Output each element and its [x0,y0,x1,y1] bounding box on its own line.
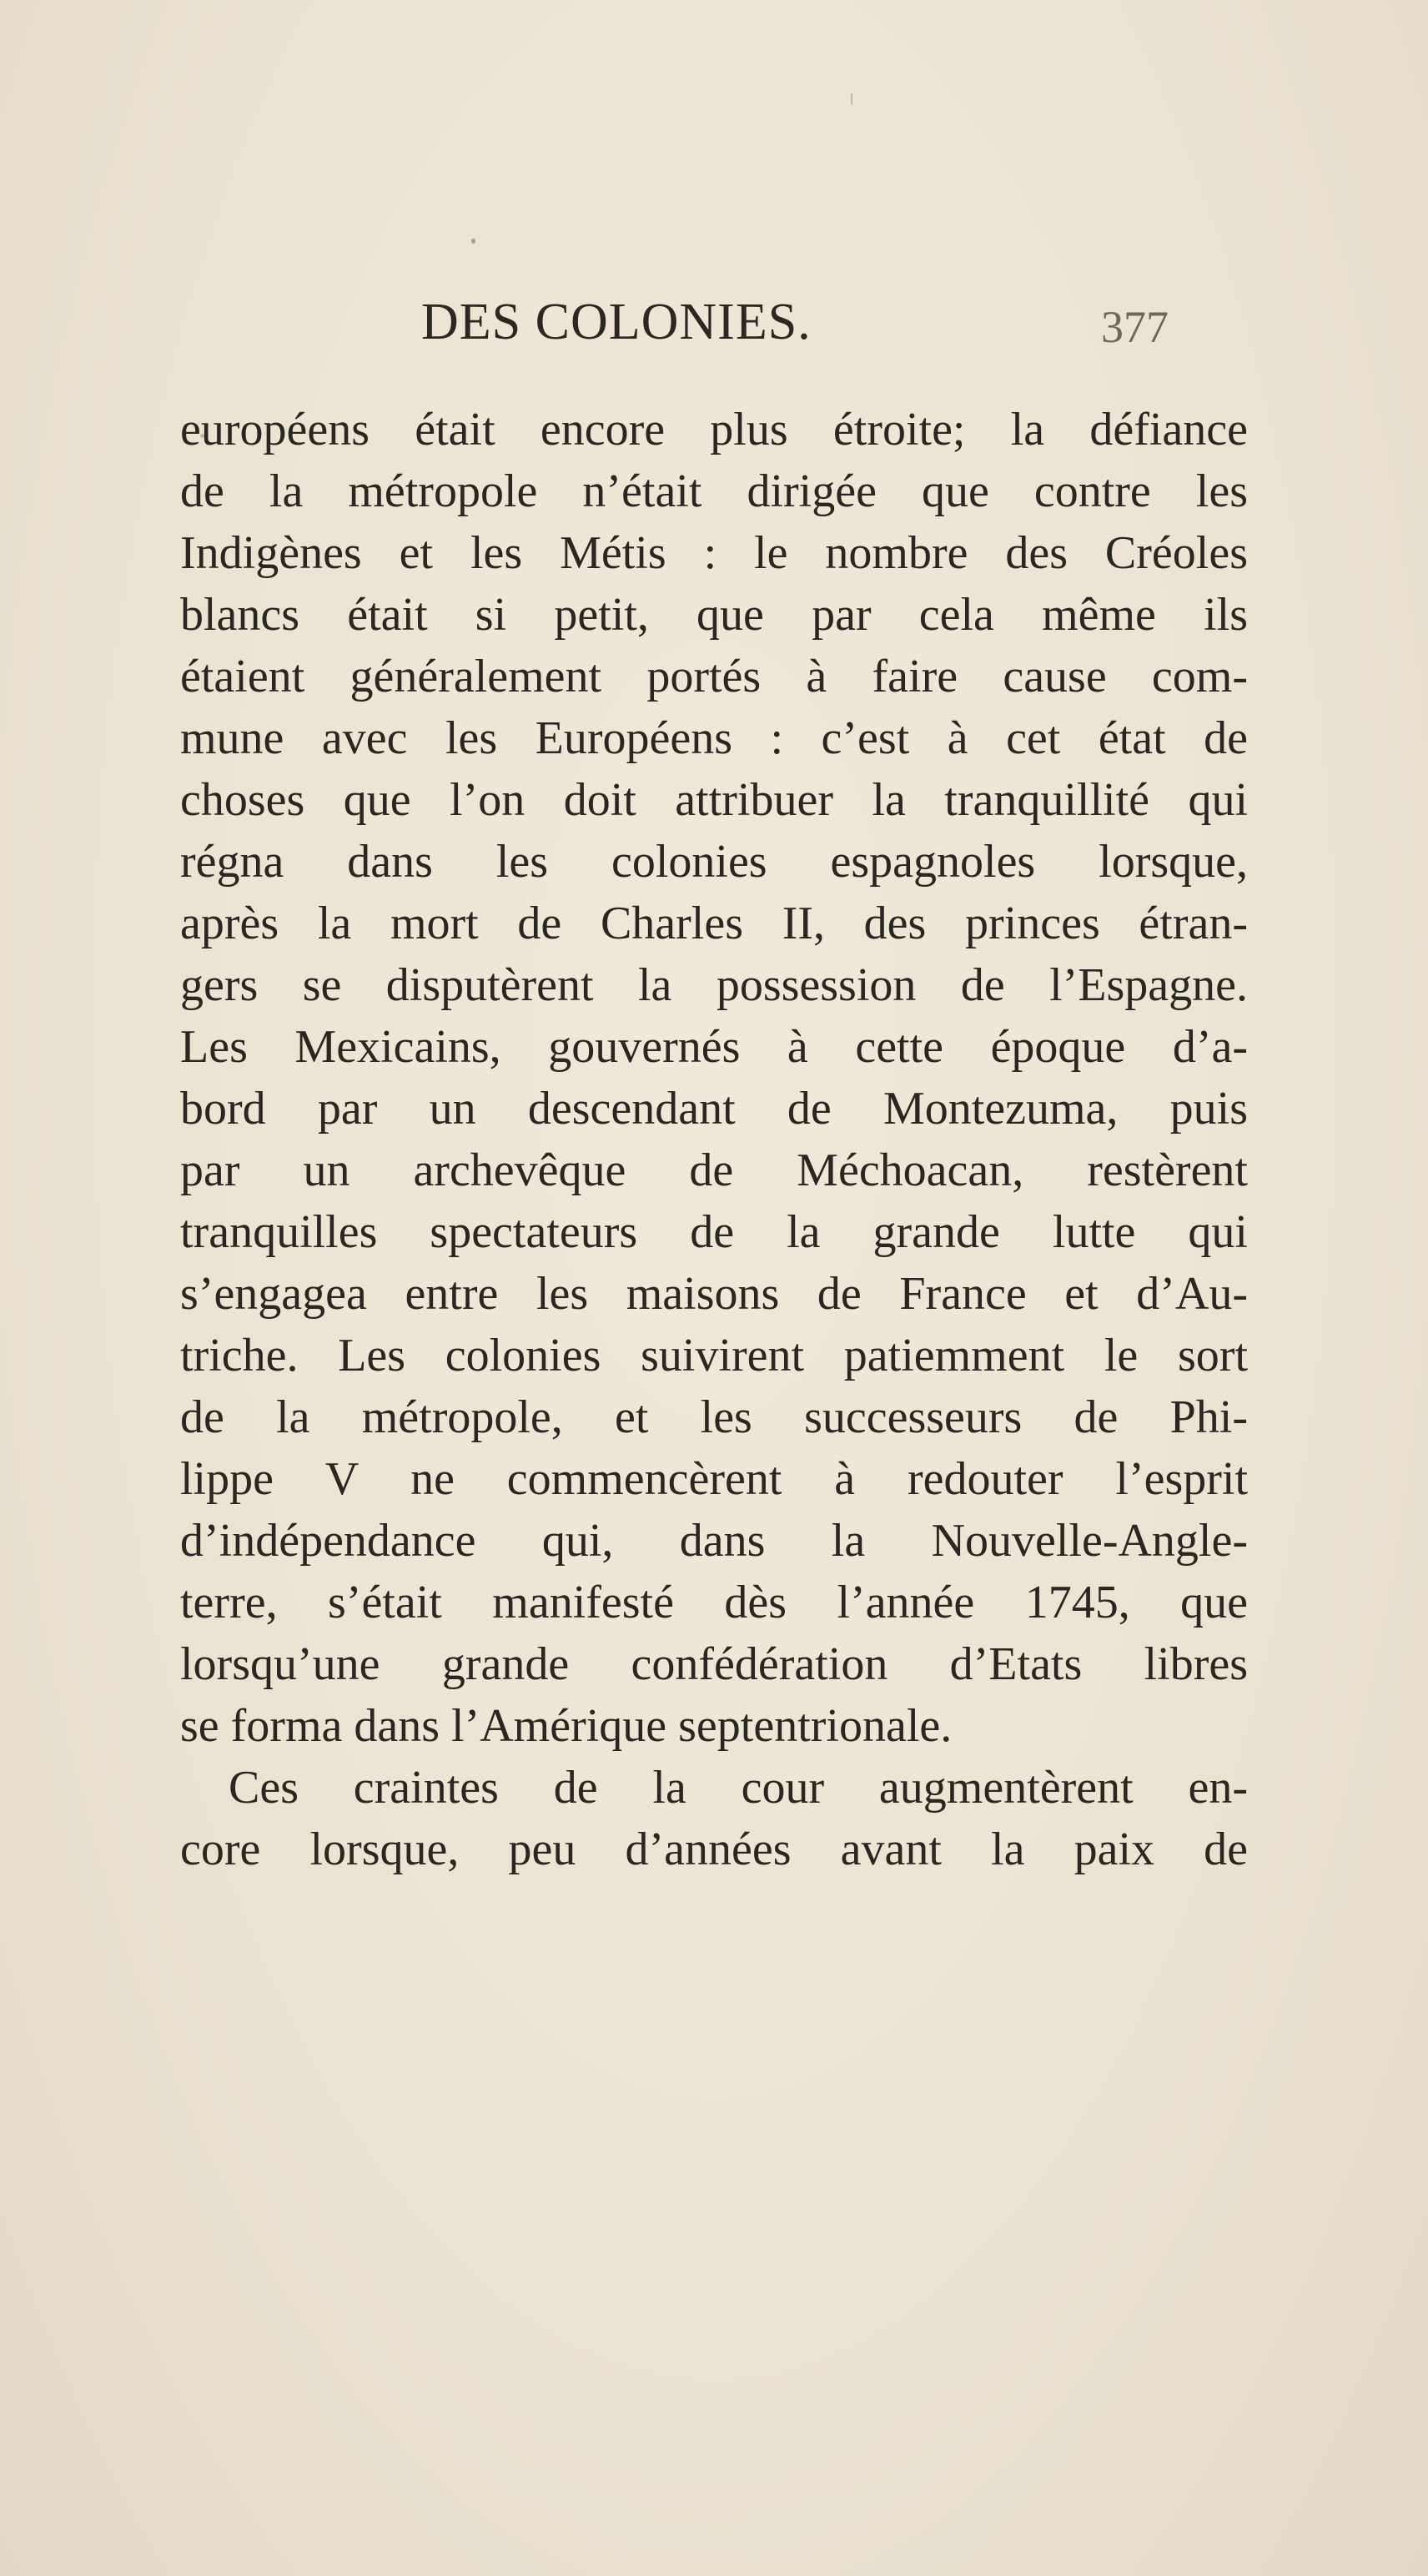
text-line: gers se disputèrent la possession de l’Espagne. [180,959,1248,1011]
text-line: triche. Les colonies suivirent patiemment le sort [180,1330,1248,1381]
page-header [0,289,1428,355]
text-line: étaient généralement portés à faire cause com- [180,651,1248,702]
text-line: mune avec les Européens : c’est à cet état de [180,712,1248,764]
text-line-paragraph-start: Ces craintes de la cour augmentèrent en- [229,1762,1248,1814]
text-line: Indigènes et les Métis : le nombre des Créoles [180,527,1248,579]
text-line: lippe V ne commencèrent à redouter l’esprit [180,1453,1248,1505]
running-title: DES COLONIES. [421,294,812,350]
text-line: core lorsque, peu d’années avant la paix de [180,1824,1248,1875]
text-line: de la métropole n’était dirigée que contre les [180,465,1248,517]
text-line: par un archevêque de Méchoacan, restèrent [180,1145,1248,1196]
text-line: Les Mexicains, gouvernés à cette époque d’a- [180,1021,1248,1073]
text-line: de la métropole, et les successeurs de Phi- [180,1391,1248,1443]
text-line: d’indépendance qui, dans la Nouvelle-Angle- [180,1515,1248,1567]
text-line: choses que l’on doit attribuer la tranquillité qui [180,774,1248,826]
text-line: lorsqu’une grande confédération d’Etats libres [180,1638,1248,1690]
text-line: européens était encore plus étroite; la défiance [180,404,1248,455]
text-line: régna dans les colonies espagnoles lorsque, [180,836,1248,888]
text-line: après la mort de Charles II, des princes étran- [180,898,1248,949]
text-line: bord par un descendant de Montezuma, puis [180,1083,1248,1135]
body-text [180,399,1248,1880]
text-line: terre, s’était manifesté dès l’année 1745, que [180,1577,1248,1628]
text-line: tranquilles spectateurs de la grande lutte qui [180,1206,1248,1258]
text-line-paragraph-end: se forma dans l’Amérique septentrionale. [180,1700,953,1752]
paper-speck [851,93,852,105]
paper-speck [471,239,475,244]
page-number: 377 [1101,302,1169,352]
text-line: blancs était si petit, que par cela même ils [180,589,1248,641]
text-line: s’engagea entre les maisons de France et d’Au- [180,1268,1248,1320]
